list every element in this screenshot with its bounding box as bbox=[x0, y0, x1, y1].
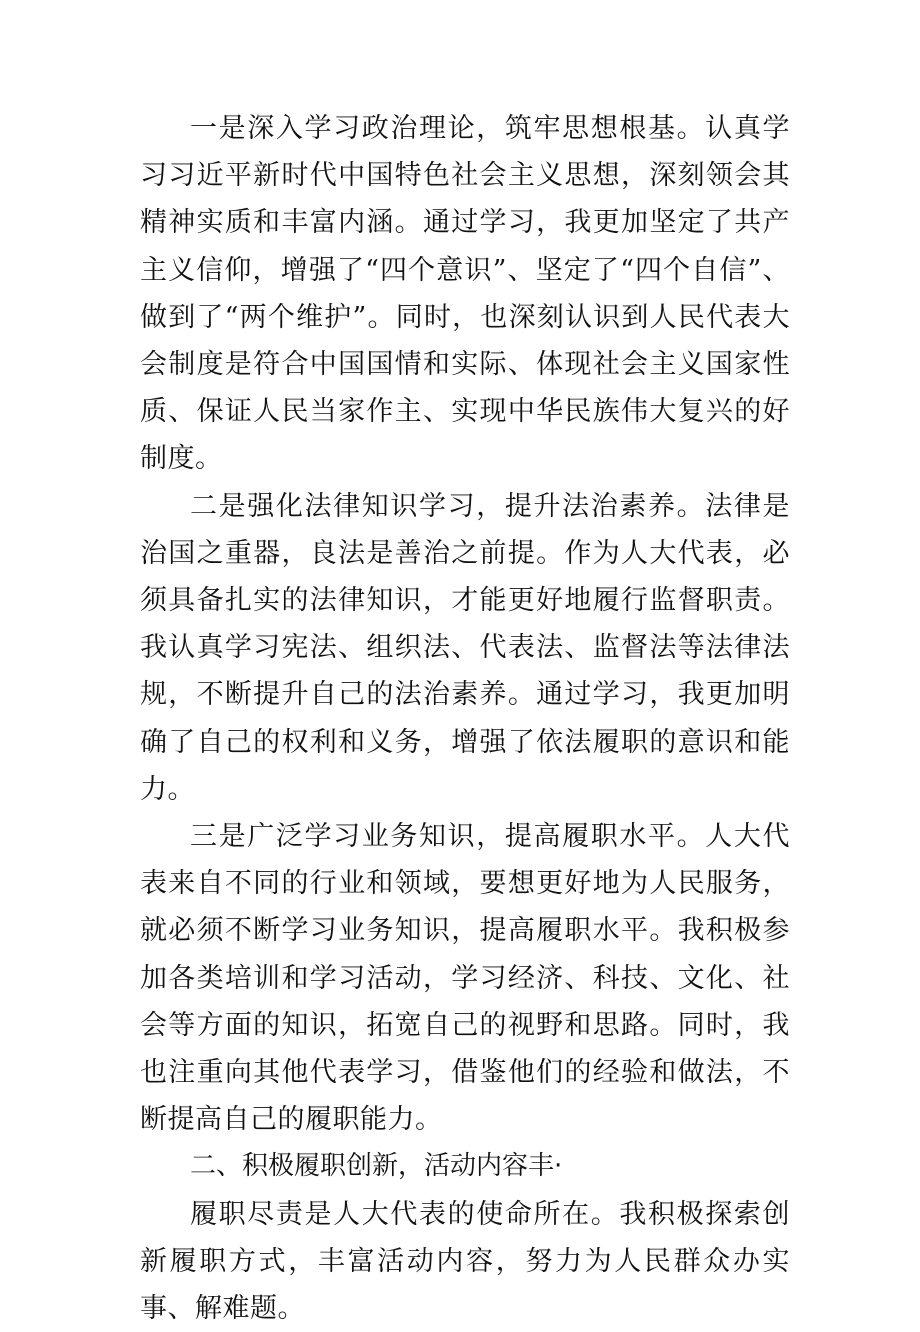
paragraph-duty-intro: 履职尽责是人大代表的使命所在。我积极探索创新履职方式，丰富活动内容，努力为人民群众办实事、解难题。 bbox=[140, 1198, 790, 1325]
section-heading-innovation: 二、积极履职创新，活动内容丰· bbox=[190, 1151, 563, 1182]
paragraph-study-legal-knowledge: 二是强化法律知识学习，提升法治素养。法律是治国之重器，良法是善治之前提。作为人大代表，必须具备扎实的法律知识，才能更好地履行监督职责。我认真学习宪法、组织法、代表法、监督法等法律法规，不断提升自己的法治素养。通过学习，我更加明确了自己的权利和义务，增强了依法履职的意识和能力。 bbox=[140, 490, 790, 805]
paragraph-study-business-knowledge: 三是广泛学习业务知识，提高履职水平。人大代表来自不同的行业和领域，要想更好地为人民服务，就必须不断学习业务知识，提高履职水平。我积极参加各类培训和学习活动，学习经济、科技、文化、社会等方面的知识，拓宽自己的视野和思路。同时，我也注重向其他代表学习，借鉴他们的经验和做法，不断提高自己的履职能力。 bbox=[140, 821, 790, 1136]
paragraph-study-political-theory: 一是深入学习政治理论，筑牢思想根基。认真学习习近平新时代中国特色社会主义思想，深刻领会其精神实质和丰富内涵。通过学习，我更加坚定了共产主义信仰，增强了“四个意识”、坚定了“四个自信”、做到了“两个维护”。同时，也深刻认识到人民代表大会制度是符合中国国情和实际、体现社会主义国家性质、保证人民当家作主、实现中华民族伟大复兴的好制度。 bbox=[140, 113, 790, 475]
document-body bbox=[140, 105, 790, 1332]
